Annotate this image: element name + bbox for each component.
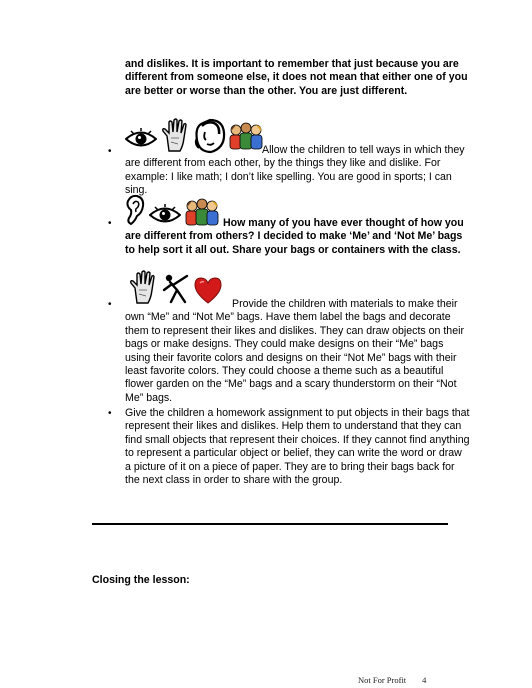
intro-paragraph: and dislikes. It is important to remember that just because you are different from someone else, it does not mean that either one of you are better or worse than the other. You are just different. [125, 58, 468, 97]
closing-heading: Closing the lesson: [92, 574, 190, 586]
bullet-marker: • [108, 408, 112, 419]
bullet-2-text: How many of you have ever thought of how you are different from others? I decided to make ‘Me’ and ‘Not Me’ bags to help sort it all out. Share your bags or containers with the class. [125, 217, 464, 256]
page-number: 4 [422, 675, 427, 685]
horizontal-divider [92, 523, 448, 525]
bullet-marker: • [108, 146, 112, 157]
bullet-marker: • [108, 299, 112, 310]
page-footer [358, 675, 426, 685]
bullet-marker: • [108, 218, 112, 229]
footer-label: Not For Profit [358, 675, 407, 685]
bullet-4-text: Give the children a homework assignment to put objects in their bags that represent their likes and dislikes. Help them to understand that they can find small objects that represent their choices. If they cannot find anything to represent a particular object or belief, they can write the word or draw a picture of it on a piece of paper. They are to bring their bags back for the next class in order to share with the group. [125, 407, 470, 487]
bullet-1-text: Allow the children to tell ways in which they are different from each other, by the things they like and dislike. For example: I like math; I don’t like spelling. You are good in sports; I can sing. [125, 144, 465, 197]
bullet-3-text: Provide the children with materials to make their own “Me” and “Not Me” bags. Have them label the bags and decorate them to represent their likes and dislikes. They can draw objects on their bags or make designs. They could make designs on their “Me” bags using their favorite colors and designs on their “Not Me” bags with their least favorite colors. They could choose a theme such as a beautiful flower garden on the “Me” bags and a scary thunderstorm on their “Not Me” bags. [125, 298, 464, 404]
